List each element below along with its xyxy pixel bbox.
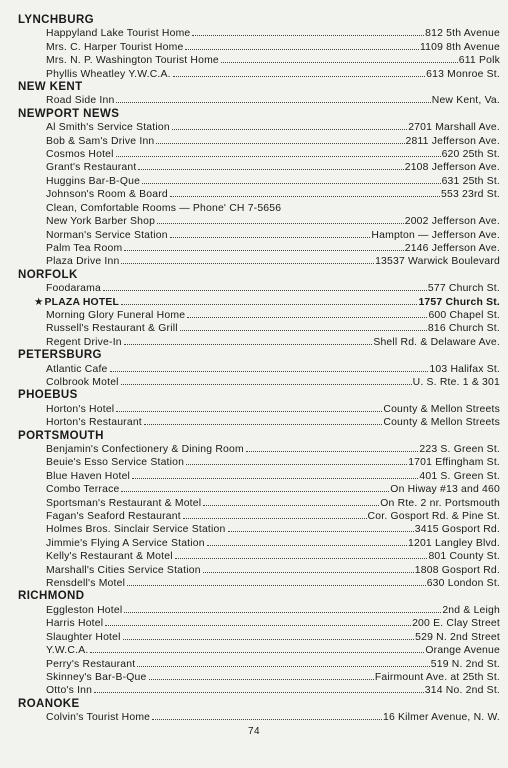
- city-heading: NEWPORT NEWS: [18, 107, 120, 120]
- business-address: 1109 8th Avenue: [419, 41, 500, 53]
- business-address: Cor. Gosport Rd. & Pine St.: [367, 511, 500, 523]
- city-heading: ROANOKE: [18, 697, 80, 710]
- business-address: 1757 Church St.: [418, 296, 500, 308]
- listing-entry: [18, 443, 500, 456]
- city-heading: PORTSMOUTH: [18, 429, 104, 442]
- business-name: Mrs. N. P. Washington Tourist Home: [46, 55, 219, 67]
- business-name: Skinney's Bar-B-Que: [46, 671, 147, 683]
- listing-entry: [18, 644, 500, 657]
- dot-leader: [103, 290, 427, 291]
- city-heading: NORFOLK: [18, 268, 78, 281]
- business-name: Plaza Drive Inn: [46, 256, 120, 268]
- dot-leader: [142, 183, 440, 184]
- listing-entry: [18, 456, 500, 469]
- business-name: PLAZA HOTEL: [44, 296, 120, 308]
- listing-entry: [18, 617, 500, 630]
- dot-leader: [137, 666, 429, 667]
- business-name: Otto's Inn: [46, 685, 93, 697]
- dot-leader: [228, 531, 414, 532]
- business-address: New Kent, Va.: [431, 95, 500, 107]
- business-address: U. S. Rte. 1 & 301: [412, 376, 500, 388]
- listing-entry: [18, 416, 500, 429]
- business-address: 816 Church St.: [427, 323, 500, 335]
- business-name: Grant's Restaurant: [46, 162, 137, 174]
- business-name: New York Barber Shop: [46, 216, 156, 228]
- business-address: 611 Polk: [458, 55, 500, 67]
- dot-leader: [124, 344, 373, 345]
- city-heading: PETERSBURG: [18, 349, 102, 362]
- business-name: Road Side Inn: [46, 95, 115, 107]
- listing-entry: [18, 322, 500, 335]
- dot-leader: [144, 424, 382, 425]
- business-name: Kelly's Restaurant & Motel: [46, 551, 173, 563]
- business-name: Atlantic Cafe: [46, 363, 108, 375]
- business-address: 2002 Jefferson Ave.: [404, 216, 500, 228]
- business-name: Blue Haven Hotel: [46, 470, 131, 482]
- business-address: 631 25th St.: [441, 175, 500, 187]
- dot-leader: [152, 719, 382, 720]
- dot-leader: [123, 639, 415, 640]
- business-name: Norman's Service Station: [46, 229, 168, 241]
- dot-leader: [121, 491, 389, 492]
- business-name: Clean, Comfortable Rooms — Phone' CH 7-5656: [46, 202, 282, 214]
- dot-leader: [116, 156, 441, 157]
- business-name: Jimmie's Flying A Service Station: [46, 537, 205, 549]
- dot-leader: [172, 129, 407, 130]
- listing-entry: [18, 188, 500, 201]
- listing-entry: [18, 41, 500, 54]
- business-address: 103 Halifax St.: [429, 363, 500, 375]
- dot-leader: [180, 330, 427, 331]
- dot-leader: [124, 612, 441, 613]
- business-name: Regent Drive-In: [46, 336, 122, 348]
- dot-leader: [110, 371, 429, 372]
- business-name: Combo Terrace: [46, 484, 120, 496]
- business-address: 2701 Marshall Ave.: [408, 122, 500, 134]
- listing-entry: [18, 27, 500, 40]
- listing-entry: [18, 94, 500, 107]
- dot-leader: [149, 679, 374, 680]
- business-address: County & Mellon Streets: [383, 417, 500, 429]
- dot-leader: [170, 237, 371, 238]
- business-name: Russell's Restaurant & Grill: [46, 323, 178, 335]
- dot-leader: [192, 35, 424, 36]
- directory-listing: [18, 14, 500, 725]
- business-name: Rensdell's Motel: [46, 578, 126, 590]
- dot-leader: [105, 625, 411, 626]
- business-address: Fairmount Ave. at 25th St.: [374, 671, 500, 683]
- dot-leader: [203, 505, 379, 506]
- dot-leader: [175, 558, 428, 559]
- business-name: Morning Glory Funeral Home: [46, 309, 186, 321]
- dot-leader: [187, 317, 427, 318]
- listing-entry: [18, 54, 500, 67]
- business-name: Cosmos Hotel: [46, 149, 114, 161]
- dot-leader: [203, 572, 414, 573]
- business-address: 553 23rd St.: [440, 189, 500, 201]
- business-address: 2nd & Leigh: [442, 604, 500, 616]
- business-address: 401 S. Green St.: [419, 470, 500, 482]
- star-icon: ★: [34, 296, 44, 308]
- business-name: Foodarama: [46, 283, 101, 295]
- listing-entry: [18, 148, 500, 161]
- dot-leader: [138, 169, 403, 170]
- business-address: 2108 Jefferson Ave.: [404, 162, 500, 174]
- business-name: Horton's Hotel: [46, 403, 115, 415]
- listing-entry: [18, 121, 500, 134]
- business-name: Colvin's Tourist Home: [46, 712, 151, 724]
- dot-leader: [207, 545, 407, 546]
- dot-leader: [116, 411, 382, 412]
- business-address: 3415 Gosport Rd.: [414, 524, 500, 536]
- dot-leader: [170, 196, 440, 197]
- listing-entry: [18, 671, 500, 684]
- listing-entry: [18, 604, 500, 617]
- business-address: County & Mellon Streets: [383, 403, 500, 415]
- business-address: 620 25th St.: [441, 149, 500, 161]
- listing-entry: [18, 497, 500, 510]
- listing-entry: [18, 175, 500, 188]
- listing-entry: [18, 135, 500, 148]
- business-address: 600 Chapel St.: [428, 309, 500, 321]
- dot-leader: [157, 223, 404, 224]
- page-number: 74: [248, 726, 260, 737]
- listing-entry: [18, 255, 500, 268]
- business-address: 1808 Gosport Rd.: [414, 564, 500, 576]
- listing-entry: [18, 282, 500, 295]
- business-name: Johnson's Room & Board: [46, 189, 168, 201]
- business-name: Happyland Lake Tourist Home: [46, 28, 191, 40]
- dot-leader: [116, 102, 430, 103]
- dot-leader: [185, 49, 419, 50]
- listing-entry: [18, 296, 500, 309]
- dot-leader: [90, 652, 424, 653]
- dot-leader: [173, 76, 425, 77]
- business-name: Al Smith's Service Station: [46, 122, 170, 134]
- listing-entry: [18, 336, 500, 349]
- business-address: 200 E. Clay Street: [412, 618, 500, 630]
- listing-entry: [18, 376, 500, 389]
- business-name: Holmes Bros. Sinclair Service Station: [46, 524, 226, 536]
- business-name: Mrs. C. Harper Tourist Home: [46, 41, 184, 53]
- business-name: Slaughter Hotel: [46, 631, 121, 643]
- listing-entry: [18, 658, 500, 671]
- business-address: Shell Rd. & Delaware Ave.: [373, 336, 500, 348]
- business-name: Benjamin's Confectionery & Dining Room: [46, 444, 244, 455]
- listing-entry: [18, 215, 500, 228]
- business-address: 1201 Langley Blvd.: [408, 537, 500, 549]
- business-address: 519 N. 2nd St.: [430, 658, 500, 670]
- listing-entry: [18, 68, 500, 81]
- business-address: 13537 Warwick Boulevard: [375, 256, 500, 268]
- business-name: Phyllis Wheatley Y.W.C.A.: [46, 68, 171, 80]
- business-address: 1701 Effingham St.: [408, 457, 500, 469]
- listing-entry: [18, 550, 500, 563]
- business-name: Fagan's Seaford Restaurant: [46, 511, 181, 523]
- listing-entry: [18, 161, 500, 174]
- listing-entry: [18, 202, 500, 215]
- dot-leader: [156, 143, 404, 144]
- business-address: 630 London St.: [426, 578, 500, 590]
- dot-leader: [183, 518, 367, 519]
- listing-entry: [18, 229, 500, 242]
- listing-entry: [18, 470, 500, 483]
- listing-entry: [18, 309, 500, 322]
- business-name: Eggleston Hotel: [46, 604, 123, 616]
- business-name: Horton's Restaurant: [46, 417, 142, 429]
- business-address: Hampton — Jefferson Ave.: [371, 229, 500, 241]
- listing-entry: [18, 564, 500, 577]
- listing-entry: [18, 403, 500, 416]
- business-address: 223 S. Green St.: [419, 444, 500, 455]
- city-heading: LYNCHBURG: [18, 14, 95, 26]
- listing-entry: [18, 523, 500, 536]
- listing-entry: [18, 510, 500, 523]
- dot-leader: [186, 464, 407, 465]
- business-name: Colbrook Motel: [46, 376, 119, 388]
- business-address: 314 No. 2nd St.: [424, 685, 500, 697]
- business-name: Y.W.C.A.: [46, 645, 89, 657]
- business-address: 2146 Jefferson Ave.: [404, 242, 500, 254]
- city-heading: PHOEBUS: [18, 389, 78, 402]
- dot-leader: [124, 250, 403, 251]
- business-address: 16 Kilmer Avenue, N. W.: [382, 712, 500, 724]
- business-address: 812 5th Avenue: [425, 28, 500, 40]
- listing-entry: [18, 537, 500, 550]
- business-name: Harris Hotel: [46, 618, 104, 630]
- dot-leader: [121, 384, 412, 385]
- dot-leader: [121, 263, 374, 264]
- dot-leader: [132, 478, 418, 479]
- city-heading: RICHMOND: [18, 590, 85, 603]
- dot-leader: [94, 692, 424, 693]
- business-address: 801 County St.: [428, 551, 500, 563]
- dot-leader: [127, 585, 426, 586]
- business-address: 2811 Jefferson Ave.: [405, 135, 500, 147]
- business-name: Marshall's Cities Service Station: [46, 564, 201, 576]
- business-address: 577 Church St.: [427, 283, 500, 295]
- listing-entry: [18, 711, 500, 724]
- listing-entry: [18, 631, 500, 644]
- city-heading: NEW KENT: [18, 81, 83, 94]
- listing-entry: [18, 684, 500, 697]
- business-address: 613 Monroe St.: [426, 68, 500, 80]
- business-address: 529 N. 2nd Street: [415, 631, 500, 643]
- business-address: Orange Avenue: [425, 645, 500, 657]
- listing-entry: [18, 242, 500, 255]
- dot-leader: [121, 304, 417, 305]
- listing-entry: [18, 363, 500, 376]
- business-name: Beuie's Esso Service Station: [46, 457, 185, 469]
- business-address: On Rte. 2 nr. Portsmouth: [380, 497, 500, 509]
- business-name: Huggins Bar-B-Que: [46, 175, 141, 187]
- dot-leader: [221, 62, 458, 63]
- listing-entry: [18, 483, 500, 496]
- listing-entry: [18, 577, 500, 590]
- business-name: Bob & Sam's Drive Inn: [46, 135, 155, 147]
- business-name: Perry's Restaurant: [46, 658, 136, 670]
- business-name: Sportsman's Restaurant & Motel: [46, 497, 202, 509]
- business-name: Palm Tea Room: [46, 242, 123, 254]
- dot-leader: [246, 451, 419, 452]
- business-address: On Hiway #13 and 460: [390, 484, 500, 496]
